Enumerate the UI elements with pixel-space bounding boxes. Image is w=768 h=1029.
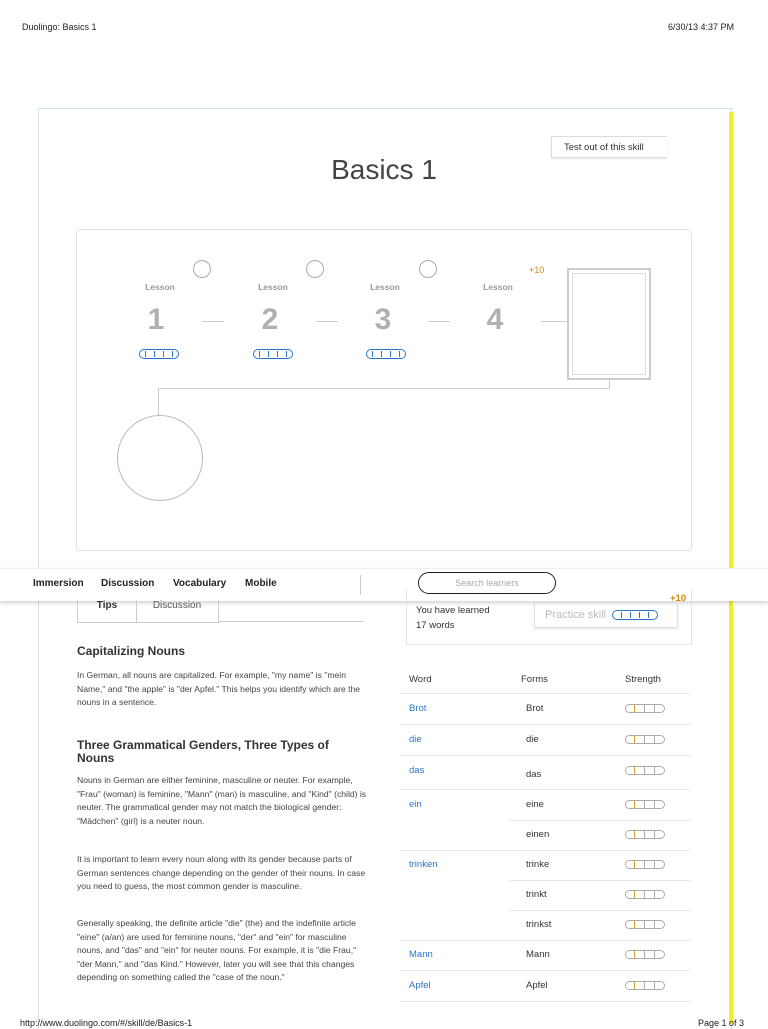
print-footer-url: http://www.duolingo.com/#/skill/de/Basics-1	[20, 1018, 193, 1028]
tips-paragraph: It is important to learn every noun along with its gender because parts of German sentences change depending on the gender of their nouns. In case you need to guess, the most common gender is masculine.	[77, 854, 366, 891]
lesson-2-status-circle-icon	[306, 260, 324, 278]
strength-meter-icon	[625, 830, 665, 839]
strength-meter-icon	[625, 860, 665, 869]
lesson-2-number[interactable]: 2	[261, 303, 279, 336]
vocab-word[interactable]: Apfel	[409, 980, 431, 991]
print-footer-page: Page 1 of 3	[698, 1018, 745, 1028]
tree-connector	[158, 388, 159, 416]
print-header-title: Duolingo: Basics 1	[22, 22, 97, 32]
nav-mobile[interactable]: Mobile	[245, 578, 277, 589]
lesson-1-number[interactable]: 1	[147, 303, 165, 336]
lesson-connector	[428, 321, 450, 322]
lesson-4-label: Lesson	[483, 282, 513, 292]
learned-summary	[416, 603, 490, 633]
vocab-header-strength: Strength	[625, 674, 661, 685]
vocab-row-divider	[510, 880, 690, 881]
nav-discussion[interactable]: Discussion	[101, 578, 155, 589]
vocab-form: trinkt	[526, 889, 547, 900]
practice-skill-button[interactable]	[534, 602, 678, 628]
lesson-1-label: Lesson	[145, 282, 175, 292]
lesson-1-status-circle-icon	[193, 260, 211, 278]
strength-meter-icon	[625, 920, 665, 929]
strength-meter-icon	[625, 950, 665, 959]
strength-meter-icon	[625, 800, 665, 809]
vocab-form: das	[526, 769, 542, 780]
test-out-button[interactable]: Test out of this skill	[551, 136, 667, 158]
vocab-row-divider	[400, 789, 690, 790]
lesson-3-number[interactable]: 3	[374, 303, 392, 336]
tips-heading-genders: Three Grammatical Genders, Three Types of Nouns	[77, 738, 329, 765]
lesson-3-progress-icon	[366, 349, 406, 359]
lesson-connector	[202, 321, 224, 322]
lesson-connector	[316, 321, 338, 322]
strength-meter-icon	[625, 766, 665, 775]
page-title: Basics 1	[331, 154, 437, 185]
lesson-1-progress-icon	[139, 349, 179, 359]
vocab-row-divider	[510, 910, 690, 911]
tab-underline	[218, 621, 364, 622]
nav-vocabulary[interactable]: Vocabulary	[173, 578, 227, 589]
tree-connector	[158, 388, 610, 389]
vocab-form: einen	[526, 829, 550, 840]
vocab-row-divider	[400, 1001, 690, 1002]
vocab-word[interactable]: die	[409, 734, 422, 745]
tips-heading-capitalizing: Capitalizing Nouns	[77, 644, 185, 658]
vocab-row-divider	[400, 940, 690, 941]
strength-meter-icon	[625, 704, 665, 713]
tips-paragraph: Generally speaking, the definite article "die" (the) and the indefinite article "eine" (a/an) are used for feminine nouns, "der" and "ein" for masculine nouns, and "das" and "ein" for neuter nouns. For example, it is "die Frau," "der Mann," and "das Kind." However, later you will see that this changes depending on something called the "case of the noun."	[77, 918, 357, 982]
vocab-row-divider	[510, 820, 690, 821]
vocab-word[interactable]: Brot	[409, 703, 427, 714]
tips-paragraph: In German, all nouns are capitalized. For example, "my name" is "mein Name," and "the apple" is "der Apfel." This helps you identify which are the nouns in a sentence.	[77, 670, 361, 707]
lesson-3-status-circle-icon	[419, 260, 437, 278]
vocab-form: Brot	[526, 703, 544, 714]
lesson-4-number[interactable]: 4	[486, 303, 504, 336]
vocab-row-divider	[400, 724, 690, 725]
vocab-form: trinkst	[526, 919, 552, 930]
tab-tips[interactable]: Tips	[77, 600, 137, 623]
learned-line-1: You have learned	[416, 605, 490, 616]
vocab-form: Apfel	[526, 980, 548, 991]
lesson-bonus-badge: +10	[529, 265, 545, 275]
tab-discussion[interactable]: Discussion	[136, 600, 219, 623]
strength-meter-icon	[625, 981, 665, 990]
vocab-form: eine	[526, 799, 544, 810]
practice-bonus-badge: +10	[670, 593, 687, 604]
lesson-2-progress-icon	[253, 349, 293, 359]
print-header-date: 6/30/13 4:37 PM	[668, 22, 735, 32]
vocab-word[interactable]: Mann	[409, 949, 433, 960]
nav-divider	[360, 575, 361, 595]
next-skill-circle[interactable]	[117, 415, 203, 501]
vocab-header-divider	[400, 693, 690, 694]
learned-word-count: 17 words	[416, 620, 455, 631]
vocab-word[interactable]: trinken	[409, 859, 438, 870]
vocab-form: trinke	[526, 859, 550, 870]
lesson-3-label: Lesson	[370, 282, 400, 292]
vocab-row-divider	[400, 850, 690, 851]
vocab-word[interactable]: ein	[409, 799, 422, 810]
lesson-2-label: Lesson	[258, 282, 288, 292]
lesson-connector	[541, 321, 567, 322]
search-learners-input[interactable]: Search learners	[418, 572, 556, 594]
strength-meter-icon	[625, 890, 665, 899]
vocab-row-divider	[400, 970, 690, 971]
practice-skill-label: Practice skill	[545, 609, 607, 621]
strength-meter-icon	[625, 735, 665, 744]
nav-immersion[interactable]: Immersion	[33, 578, 84, 589]
vocab-header-forms: Forms	[521, 674, 548, 685]
tips-paragraph: Nouns in German are either feminine, masculine or neuter. For example, "Frau" (woman) is feminine, "Mann" (man) is masculine, and "Kind" (child) is neuter. The grammatical gender may not match the biological gender: "Mädchen" (girl) is a neuter noun.	[77, 775, 367, 826]
vocab-header-word: Word	[409, 674, 432, 685]
skill-reward-box[interactable]	[567, 268, 651, 380]
vocab-form: die	[526, 734, 539, 745]
practice-progress-icon	[612, 610, 658, 620]
vocab-form: Mann	[526, 949, 550, 960]
vocab-word[interactable]: das	[409, 765, 425, 776]
vocab-row-divider	[400, 755, 690, 756]
